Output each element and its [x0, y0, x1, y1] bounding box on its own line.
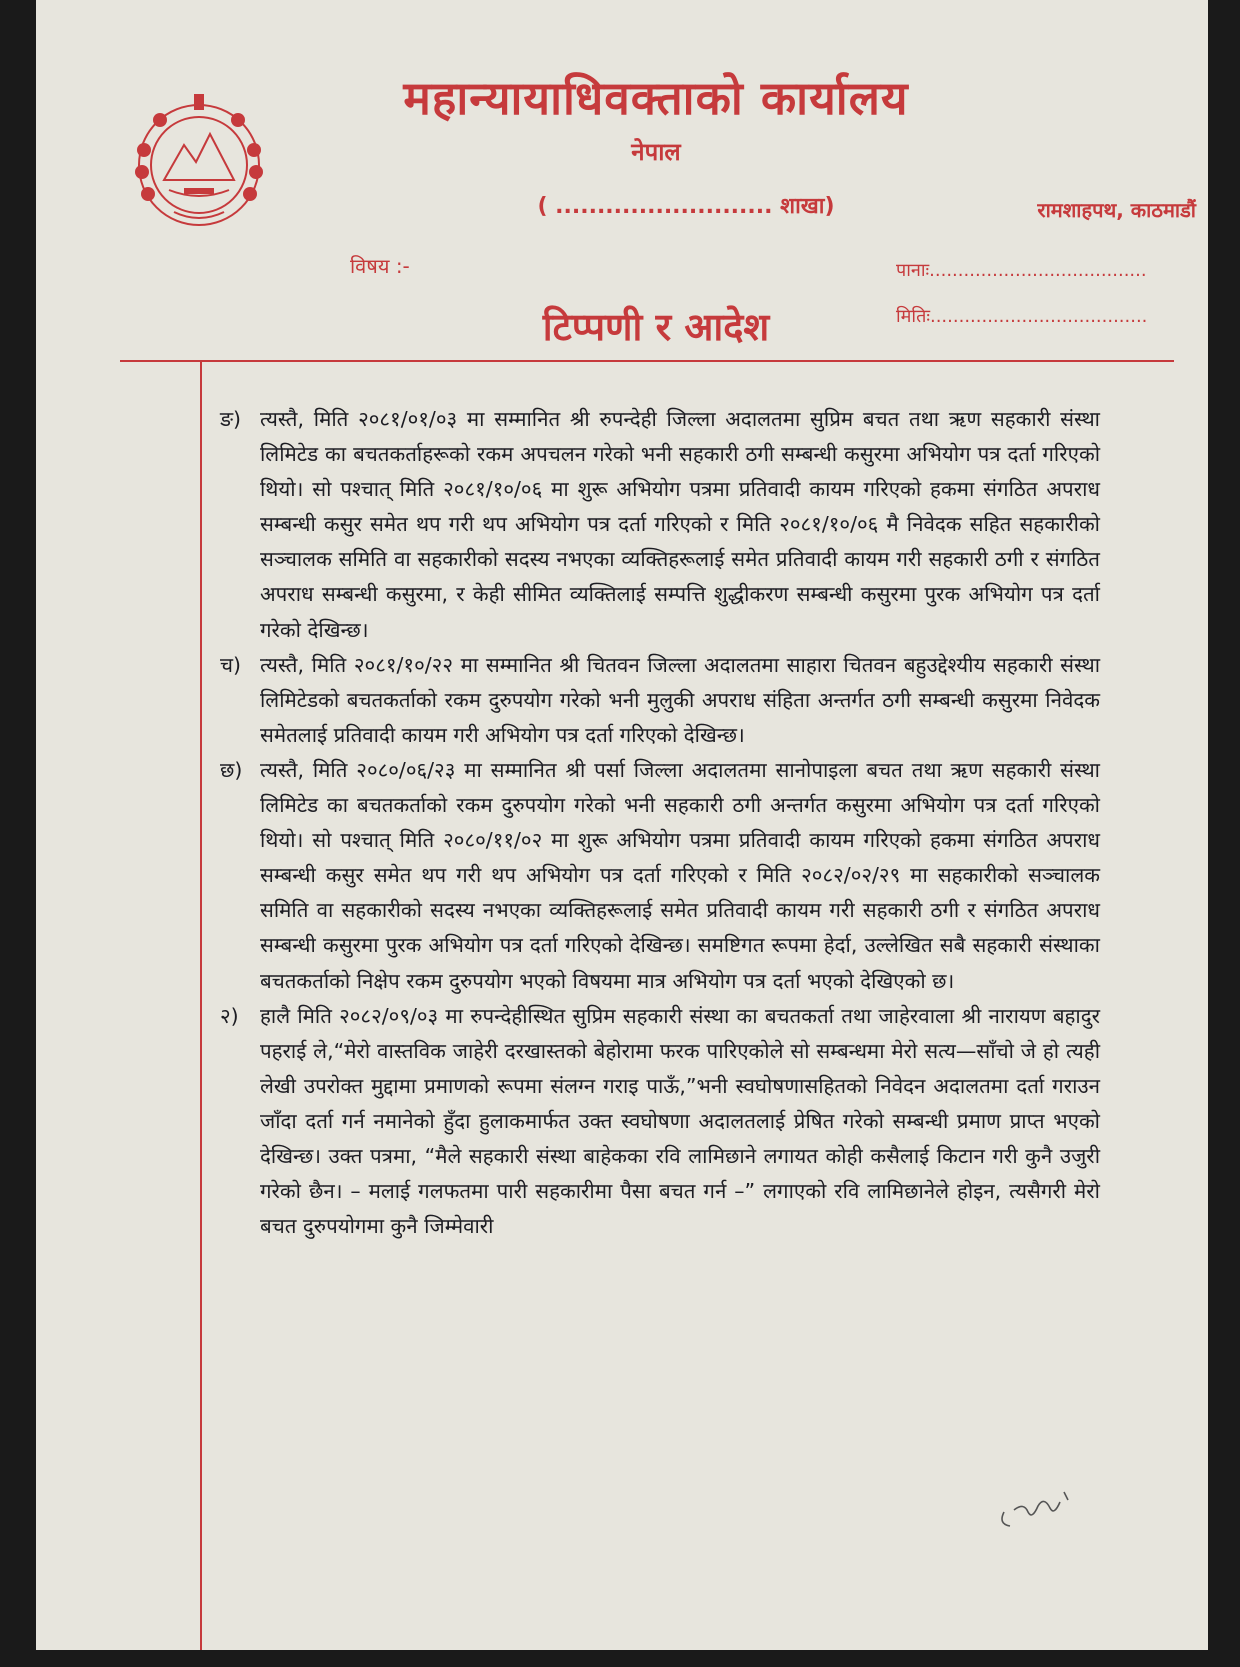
page-number-field: पानाः......................................: [896, 260, 1147, 281]
paragraph-text: त्यस्तै, मिति २०८०/०६/२३ मा सम्मानित श्री पर्सा जिल्ला अदालतमा सानोपाइला बचत तथा ऋण सहकारी संस्था लिमिटेड का बचतकर्ताको रकम दुरुपयोग गरेको भनी सहकारी ठगी अन्तर्गत कसुरमा अभियोग पत्र दर्ता गरिएको थियो। सो पश्चात् मिति २०८०/११/०२ मा शुरू अभियोग पत्रमा प्रतिवादी कायम गरिएको हकमा संगठित अपराध सम्बन्धी कसुर समेत थप गरी थप अभियोग पत्र दर्ता गरिएको र मिति २०८२/०२/२९ मा सहकारीको सञ्चालक समिति वा सहकारीको सदस्य नभएका व्यक्तिहरूलाई समेत प्रतिवादी कायम गरी सहकारी ठगी र संगठित अपराध सम्बन्धी कसुरमा पुरक अभियोग पत्र दर्ता गरिएको देखिन्छ। समष्टिगत रूपमा हेर्दा, उल्लेखित सबै सहकारी संस्थाका बचतकर्ताको निक्षेप रकम दुरुपयोग भएको विषयमा मात्र अभियोग पत्र दर्ता भएको देखिएको छ।: [260, 757, 1100, 993]
paragraph-2: [220, 999, 1100, 1245]
paragraph-chha: [220, 753, 1100, 999]
subject-label: विषय :-: [350, 254, 410, 278]
nepal-emblem-icon: [124, 90, 274, 240]
initials-signature: [994, 1472, 1084, 1532]
document-title: टिप्पणी र आदेश: [542, 304, 770, 349]
paragraph-text: त्यस्तै, मिति २०८१/०१/०३ मा सम्मानित श्री रुपन्देही जिल्ला अदालतमा सुप्रिम बचत तथा ऋण सहकारी संस्था लिमिटेड का बचतकर्ताहरूको रकम अपचलन गरेको भनी सहकारी ठगी सम्बन्धी कसुरमा अभियोग पत्र दर्ता गरिएको थियो। सो पश्चात् मिति २०८१/१०/०६ मा शुरू अभियोग पत्रमा प्रतिवादी कायम गरिएको हकमा संगठित अपराध सम्बन्धी कसुर समेत थप गरी थप अभियोग पत्र दर्ता गरिएको र मिति २०८१/१०/०६ मै निवेदक सहित सहकारीको सञ्चालक समिति वा सहकारीको सदस्य नभएका व्यक्तिहरूलाई समेत प्रतिवादी कायम गरी सहकारी ठगी र संगठित अपराध सम्बन्धी कसुरमा, र केही सीमित व्यक्तिलाई सम्पत्ति शुद्धीकरण सम्बन्धी कसुरमा पुरक अभियोग पत्र दर्ता गरेको देखिन्छ।: [260, 407, 1100, 642]
date-field: मितिः......................................: [896, 306, 1148, 327]
branch-field: ( .......................... शाखा): [537, 194, 835, 219]
paragraph-marker: च): [220, 652, 242, 677]
office-address: रामशाहपथ, काठमाडौं: [1037, 198, 1196, 222]
office-title: महान्यायाधिवक्ताको कार्यालय: [403, 71, 909, 125]
paragraph-text: त्यस्तै, मिति २०८१/१०/२२ मा सम्मानित श्री चितवन जिल्ला अदालतमा साहारा चितवन बहुउद्देश्यीय सहकारी संस्था लिमिटेडको बचतकर्ताको रकम दुरुपयोग गरेको भनी मुलुकी अपराध संहिता अन्तर्गत ठगी सम्बन्धी कसुरमा निवेदक समेतलाई प्रतिवादी कायम गरी अभियोग पत्र दर्ता गरिएको देखिन्छ।: [260, 652, 1100, 747]
header-rule: [120, 360, 1174, 362]
paragraph-marker: २): [220, 1003, 239, 1028]
document-sheet: [36, 0, 1208, 1650]
paragraph-text: हालै मिति २०८२/०९/०३ मा रुपन्देहीस्थित सुप्रिम सहकारी संस्था का बचतकर्ता तथा जाहेरवाला श्री नारायण बहादुर पहराई ले,“मेरो वास्तविक जाहेरी दरखास्तको बेहोरामा फरक पारिएकोले सो सम्बन्धमा मेरो सत्य—साँचो जे हो त्यही लेखी उपरोक्त मुद्दामा प्रमाणको रूपमा संलग्न गराइ पाऊँ,”भनी स्वघोषणासहितको निवेदन अदालतमा दर्ता गराउन जाँदा दर्ता गर्न नमानेको हुँदा हुलाकमार्फत उक्त स्वघोषणा अदालतलाई प्रेषित गरेको सम्बन्धी प्रमाण प्राप्त भएको देखिन्छ। उक्त पत्रमा, “मैले सहकारी संस्था बाहेकका रवि लामिछाने लगायत कोही कसैलाई किटान गरी कुनै उजुरी गरेको छैन। – मलाई गलफतमा पारी सहकारीमा पैसा बचत गर्न –” लगाएको रवि लामिछानेले होइन, त्यसैगरी मेरो बचत दुरुपयोगमा कुनै जिम्मेवारी: [260, 1003, 1100, 1239]
note-body: [220, 402, 1100, 1244]
paragraph-marker: छ): [220, 757, 243, 782]
margin-rule: [200, 360, 202, 1650]
paragraph-nga: [220, 402, 1100, 648]
paragraph-cha: [220, 648, 1100, 753]
country-name: नेपाल: [631, 138, 681, 166]
paragraph-marker: ङ): [220, 407, 242, 431]
